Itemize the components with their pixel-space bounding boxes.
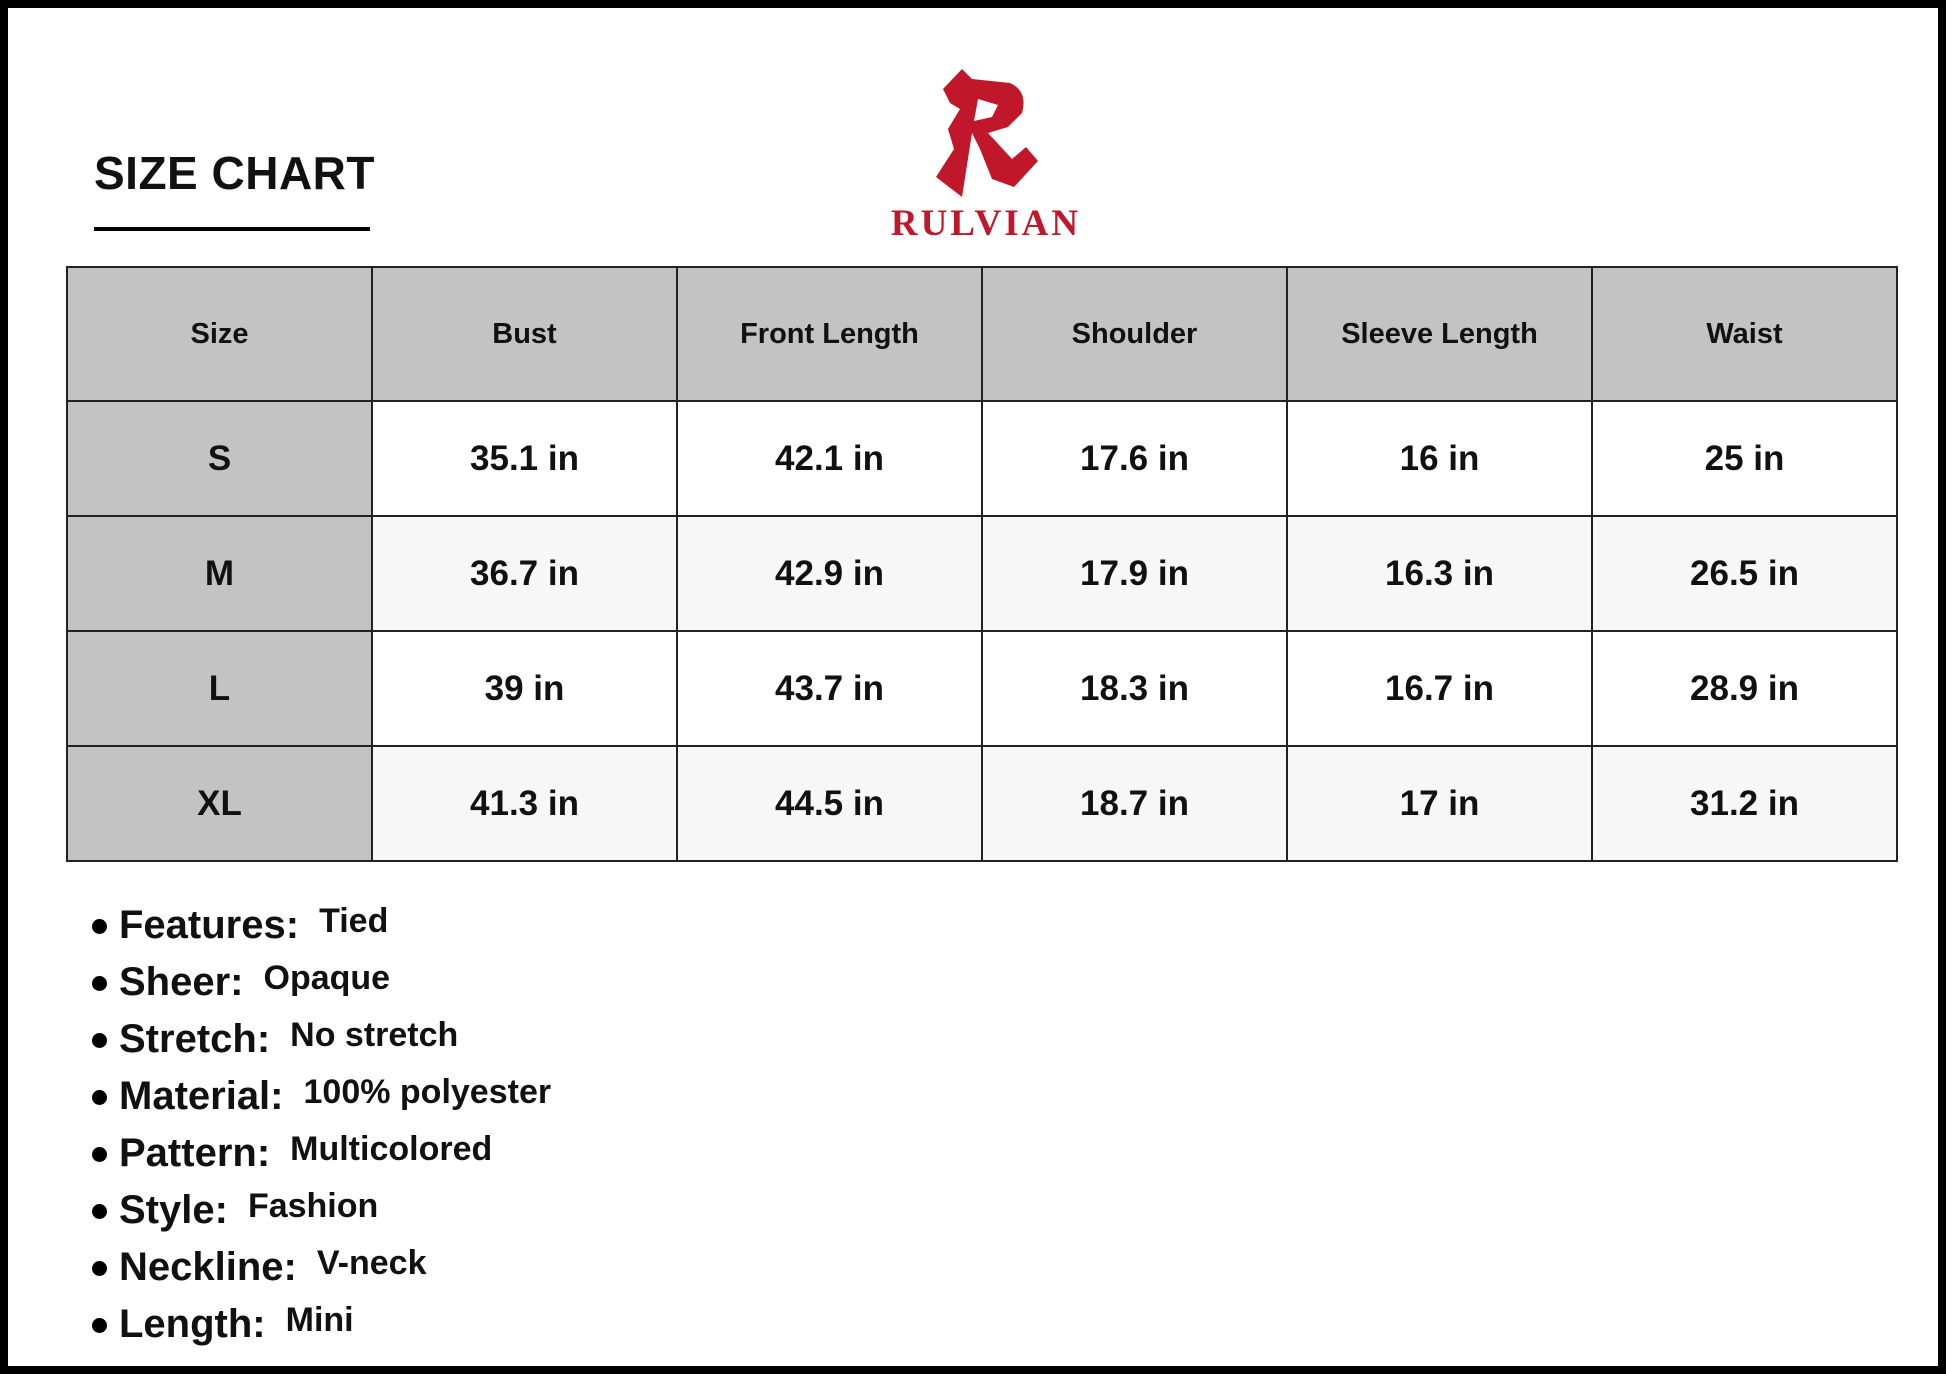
sleeve-length-cell: 16.3 in xyxy=(1287,516,1592,631)
sleeve-length-cell: 17 in xyxy=(1287,746,1592,861)
feature-item-pattern xyxy=(92,1129,551,1186)
feature-item-length xyxy=(92,1300,551,1357)
sleeve-length-cell: 16.7 in xyxy=(1287,631,1592,746)
column-header-size: Size xyxy=(67,267,372,401)
feature-value: 100% polyester xyxy=(303,1073,552,1111)
feature-item-style xyxy=(92,1186,551,1243)
bust-cell: 39 in xyxy=(372,631,677,746)
bullet-icon xyxy=(92,976,107,991)
stylized-r-logo-icon xyxy=(928,69,1048,199)
sleeve-length-cell: 16 in xyxy=(1287,401,1592,516)
column-header-sleeve-length: Sleeve Length xyxy=(1287,267,1592,401)
feature-label: Features: xyxy=(119,903,300,947)
feature-value: Mini xyxy=(285,1301,354,1339)
feature-value: Tied xyxy=(319,902,389,940)
feature-item-neckline xyxy=(92,1243,551,1300)
feature-item-features xyxy=(92,901,551,958)
bust-cell: 36.7 in xyxy=(372,516,677,631)
table-row-s xyxy=(67,401,1897,516)
waist-cell: 31.2 in xyxy=(1592,746,1897,861)
waist-cell: 28.9 in xyxy=(1592,631,1897,746)
feature-value: Multicolored xyxy=(290,1130,493,1168)
front-length-cell: 42.1 in xyxy=(677,401,982,516)
feature-item-material xyxy=(92,1072,551,1129)
bullet-icon xyxy=(92,1261,107,1276)
shoulder-cell: 18.7 in xyxy=(982,746,1287,861)
front-length-cell: 44.5 in xyxy=(677,746,982,861)
feature-list xyxy=(92,901,551,1357)
shoulder-cell: 17.9 in xyxy=(982,516,1287,631)
page-title: SIZE CHART xyxy=(94,147,375,199)
column-header-shoulder: Shoulder xyxy=(982,267,1287,401)
feature-label: Style: xyxy=(119,1188,228,1232)
feature-item-sheer xyxy=(92,958,551,1015)
column-header-waist: Waist xyxy=(1592,267,1897,401)
bullet-icon xyxy=(92,1033,107,1048)
feature-value: No stretch xyxy=(290,1016,459,1054)
size-cell: S xyxy=(67,401,372,516)
feature-value: Opaque xyxy=(263,959,391,997)
table-row-xl xyxy=(67,746,1897,861)
size-table xyxy=(66,266,1898,862)
bust-cell: 41.3 in xyxy=(372,746,677,861)
feature-value: Fashion xyxy=(247,1187,379,1225)
column-header-front-length: Front Length xyxy=(677,267,982,401)
table-header-row xyxy=(67,267,1897,401)
feature-label: Material: xyxy=(119,1074,284,1118)
feature-label: Sheer: xyxy=(119,960,244,1004)
feature-label: Stretch: xyxy=(119,1017,271,1061)
table-row-m xyxy=(67,516,1897,631)
title-underline xyxy=(94,227,370,231)
table-row-l xyxy=(67,631,1897,746)
bullet-icon xyxy=(92,1318,107,1333)
waist-cell: 25 in xyxy=(1592,401,1897,516)
feature-label: Neckline: xyxy=(119,1245,297,1289)
brand-name: RULVIAN xyxy=(890,203,1082,244)
front-length-cell: 43.7 in xyxy=(677,631,982,746)
bullet-icon xyxy=(92,1090,107,1105)
bullet-icon xyxy=(92,1147,107,1162)
bust-cell: 35.1 in xyxy=(372,401,677,516)
shoulder-cell: 18.3 in xyxy=(982,631,1287,746)
bullet-icon xyxy=(92,919,107,934)
column-header-bust: Bust xyxy=(372,267,677,401)
brand-logo xyxy=(866,64,1106,244)
feature-label: Pattern: xyxy=(119,1131,271,1175)
size-cell: XL xyxy=(67,746,372,861)
shoulder-cell: 17.6 in xyxy=(982,401,1287,516)
feature-value: V-neck xyxy=(316,1244,427,1282)
size-cell: L xyxy=(67,631,372,746)
front-length-cell: 42.9 in xyxy=(677,516,982,631)
waist-cell: 26.5 in xyxy=(1592,516,1897,631)
feature-label: Length: xyxy=(119,1302,266,1346)
bullet-icon xyxy=(92,1204,107,1219)
feature-item-stretch xyxy=(92,1015,551,1072)
size-cell: M xyxy=(67,516,372,631)
